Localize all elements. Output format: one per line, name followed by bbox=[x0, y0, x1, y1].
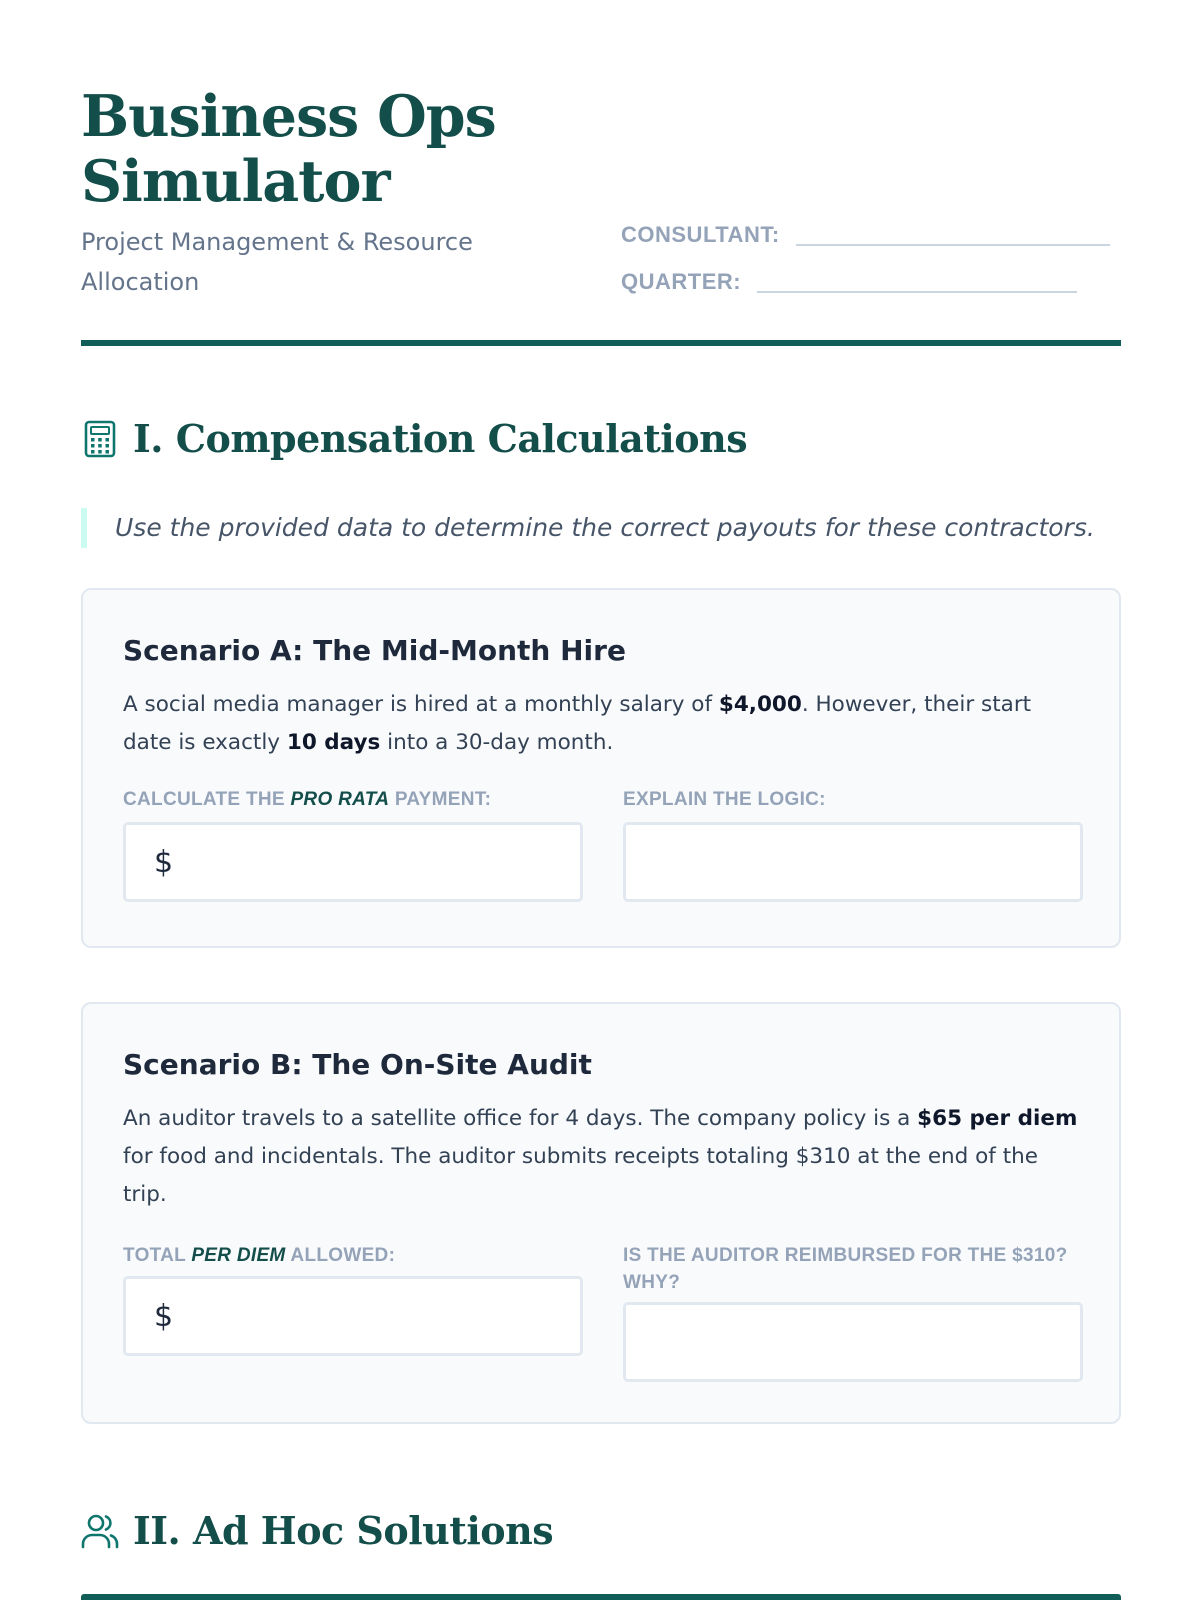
consultant-input-line[interactable] bbox=[796, 244, 1110, 246]
quarter-label: QUARTER: bbox=[621, 269, 742, 294]
pro-rata-label: CALCULATE THE PRO RATA PAYMENT: bbox=[123, 789, 492, 810]
scenario-b-card bbox=[81, 1002, 1121, 1424]
section-ad-hoc-divider bbox=[81, 1594, 1121, 1600]
page-title: Business Ops Simulator bbox=[81, 83, 496, 215]
calculator-icon bbox=[81, 419, 119, 459]
scenario-b-title: Scenario B: The On-Site Audit bbox=[123, 1048, 592, 1081]
pro-rata-input[interactable] bbox=[123, 822, 583, 902]
reimbursement-input[interactable] bbox=[623, 1302, 1083, 1382]
section-compensation-heading bbox=[81, 416, 747, 461]
users-icon bbox=[81, 1511, 119, 1551]
scenario-a-card bbox=[81, 588, 1121, 948]
scenario-a-description: A social media manager is hired at a monthly salary of $4,000. However, their start date is exactly 10 days into a 30-day month. bbox=[123, 692, 1032, 755]
reimbursement-label: IS THE AUDITOR REIMBURSED FOR THE $310? WHY? bbox=[623, 1245, 1068, 1293]
per-diem-input[interactable] bbox=[123, 1276, 583, 1356]
scenario-b-description: An auditor travels to a satellite office for 4 days. The company policy is a $65 per diem for food and incidentals. The auditor submits receipts totaling $310 at the end of the trip. bbox=[123, 1106, 1078, 1207]
section-ad-hoc-heading bbox=[81, 1508, 553, 1553]
section-compensation-title: I. Compensation Calculations bbox=[133, 416, 748, 461]
page-subtitle: Project Management & Resource Allocation bbox=[81, 228, 473, 296]
section-ad-hoc-title: II. Ad Hoc Solutions bbox=[133, 1508, 554, 1553]
explain-logic-label: EXPLAIN THE LOGIC: bbox=[623, 789, 826, 810]
dollar-prefix: $ bbox=[154, 1298, 174, 1334]
dollar-prefix: $ bbox=[154, 844, 174, 880]
section-instruction: Use the provided data to determine the correct payouts for these contractors. bbox=[81, 508, 1121, 548]
consultant-label: CONSULTANT: bbox=[621, 222, 780, 247]
scenario-a-title: Scenario A: The Mid-Month Hire bbox=[123, 634, 626, 667]
page-header bbox=[81, 84, 1121, 346]
quarter-field bbox=[621, 269, 1077, 295]
explain-logic-input[interactable] bbox=[623, 822, 1083, 902]
quarter-input-line[interactable] bbox=[757, 291, 1077, 293]
per-diem-label: TOTAL PER DIEM ALLOWED: bbox=[123, 1245, 396, 1266]
header-divider bbox=[81, 340, 1121, 346]
consultant-field bbox=[621, 222, 1110, 248]
